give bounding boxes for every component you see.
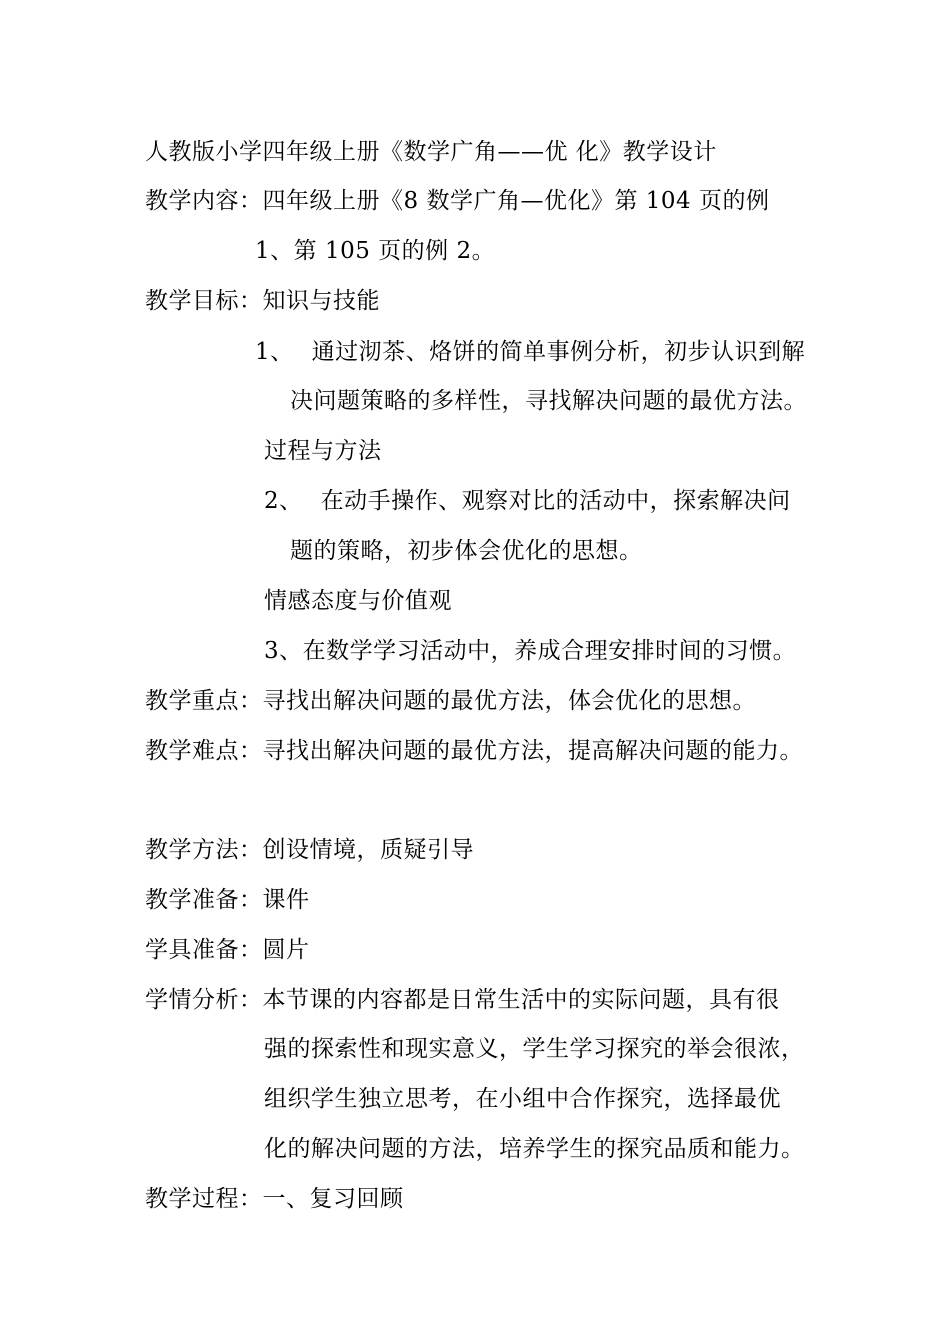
document-title: 人教版小学四年级上册《数学广角——优 化》教学设计 <box>145 139 717 165</box>
content-text: 四年级上册《8 数学广角—优化》第 104 页的例 <box>262 188 770 214</box>
difficulties-text: 寻找出解决问题的最优方法，提高解决问题的能力。 <box>262 738 803 764</box>
method-text: 创设情境，质疑引导 <box>262 837 474 863</box>
goal-item-1-text: 通过沏茶、烙饼的简单事例分析，初步认识到解 <box>311 339 806 365</box>
emotion-heading: 情感态度与价值观 <box>264 588 452 614</box>
difficulties-row <box>145 736 803 766</box>
student-tools-row <box>145 935 310 965</box>
difficulties-label: 教学难点： <box>145 738 263 764</box>
preparation-row <box>145 885 310 915</box>
analysis-text-line-4: 化的解决问题的方法，培养学生的探究品质和能力。 <box>264 1136 805 1162</box>
goal-item-2-number: 2、 <box>264 488 303 514</box>
student-tools-text: 圆片 <box>262 937 310 963</box>
student-tools-label: 学具准备： <box>145 937 263 963</box>
process-label: 教学过程： <box>145 1186 263 1212</box>
content-text-continued: 1、第 105 页的例 2。 <box>255 238 496 264</box>
goals-label: 教学目标： <box>145 288 263 314</box>
process-text: 一、复习回顾 <box>262 1186 404 1212</box>
goal-item-1-continued: 决问题策略的多样性，寻找解决问题的最优方法。 <box>290 388 807 414</box>
key-points-row <box>145 686 756 716</box>
preparation-label: 教学准备： <box>145 887 263 913</box>
analysis-text-line-3: 组织学生独立思考，在小组中合作探究，选择最优 <box>264 1086 781 1112</box>
analysis-text: 本节课的内容都是日常生活中的实际问题，具有很 <box>262 987 780 1013</box>
goal-item-1-number: 1、 <box>255 339 294 365</box>
content-row <box>145 186 769 216</box>
process-heading: 过程与方法 <box>264 438 382 464</box>
goals-row <box>145 286 380 316</box>
analysis-text-line-2: 强的探索性和现实意义，学生学习探究的举会很浓， <box>264 1036 805 1062</box>
method-label: 教学方法： <box>145 837 263 863</box>
method-row <box>145 835 474 865</box>
goal-item-2-text: 在动手操作、观察对比的活动中，探索解决问 <box>320 488 791 514</box>
goal-item-3: 3、在数学学习活动中，养成合理安排时间的习惯。 <box>264 638 797 664</box>
goal-item-2 <box>264 486 791 516</box>
goal-item-1 <box>255 337 805 367</box>
key-points-text: 寻找出解决问题的最优方法，体会优化的思想。 <box>262 688 756 714</box>
preparation-text: 课件 <box>262 887 310 913</box>
goal-item-2-continued: 题的策略，初步体会优化的思想。 <box>290 538 643 564</box>
key-points-label: 教学重点： <box>145 688 263 714</box>
analysis-label: 学情分析： <box>145 987 263 1013</box>
content-label: 教学内容： <box>145 188 263 214</box>
process-row <box>145 1184 404 1214</box>
analysis-row <box>145 985 780 1015</box>
knowledge-heading: 知识与技能 <box>262 288 380 314</box>
